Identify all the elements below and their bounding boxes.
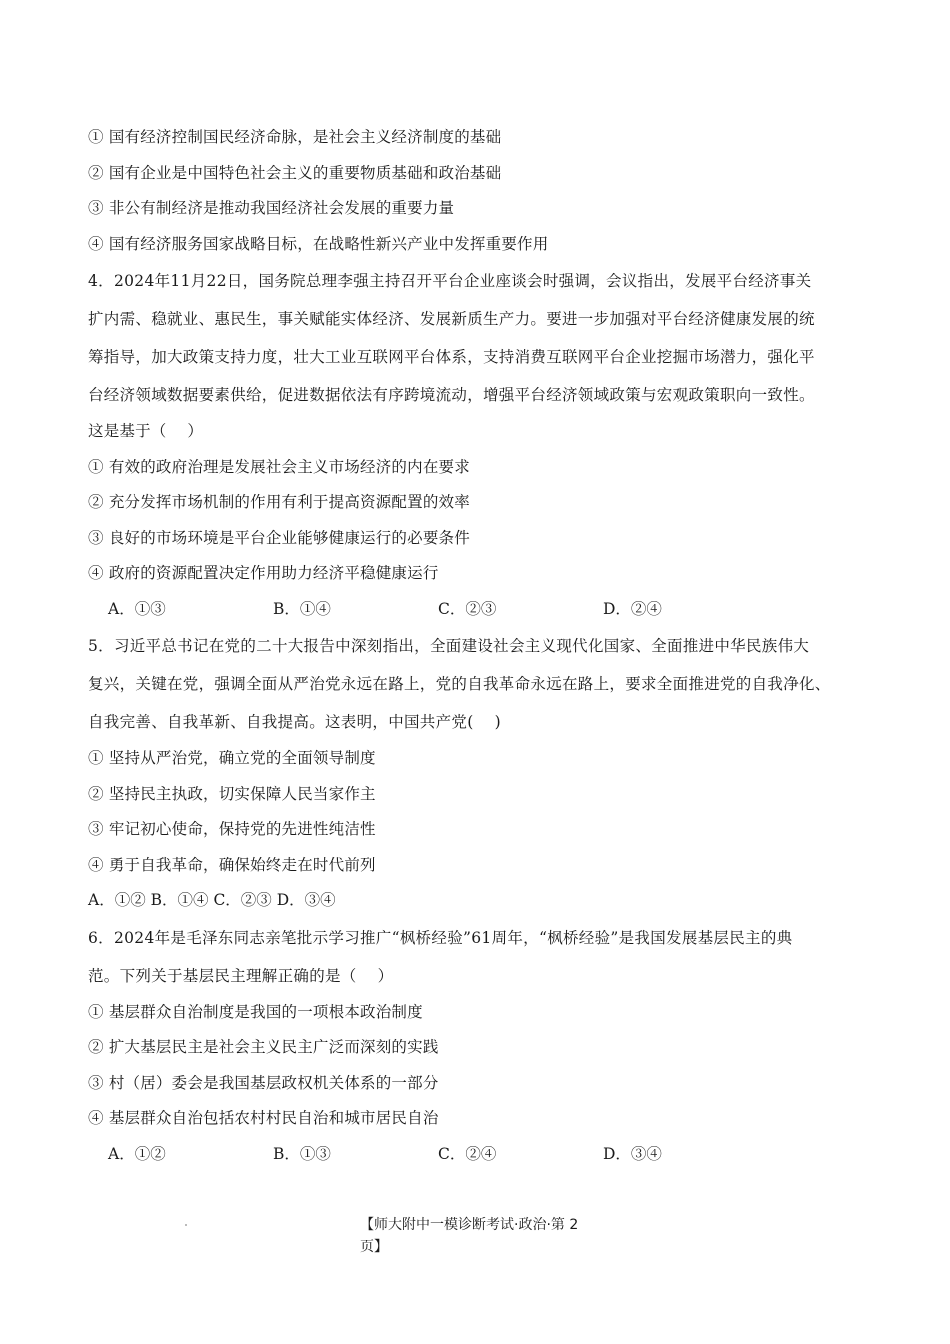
q4-option-c: C．②③ — [438, 599, 497, 618]
q5-stem — [88, 627, 878, 741]
q6-option-b: B．①③ — [273, 1144, 331, 1163]
q4-options — [88, 592, 878, 628]
q4-stem-line: 筹指导，加大政策支持力度，壮大工业互联网平台体系，支持消费互联网平台企业挖掘市场潜力，强化平 — [88, 348, 815, 366]
q5-options: A．①② B．①④ C．②③ D．③④ — [88, 891, 336, 909]
q3-item-4: ④ 国有经济服务国家战略目标，在战略性新兴产业中发挥重要作用 — [88, 234, 549, 253]
q6-item-2: ② 扩大基层民主是社会主义民主广泛而深刻的实践 — [88, 1038, 439, 1056]
question-5 — [88, 627, 878, 919]
exam-page — [88, 120, 878, 1172]
question-6 — [88, 919, 878, 1173]
q5-item-3: ③ 牢记初心使命，保持党的先进性纯洁性 — [88, 820, 376, 838]
q6-item-1: ① 基层群众自治制度是我国的一项根本政治制度 — [88, 1002, 423, 1021]
q4-item-2: ② 充分发挥市场机制的作用有利于提高资源配置的效率 — [88, 493, 470, 511]
q3-item-3: ③ 非公有制经济是推动我国经济社会发展的重要力量 — [88, 199, 455, 217]
q4-option-d: D．②④ — [603, 599, 662, 618]
q6-option-c: C．②④ — [438, 1144, 497, 1163]
q5-stem-line: 5．习近平总书记在党的二十大报告中深刻指出，全面建设社会主义现代化国家、全面推进中华民族伟大 — [88, 637, 810, 655]
q3-item-2: ② 国有企业是中国特色社会主义的重要物质基础和政治基础 — [88, 163, 502, 182]
q4-stem-line: 扩内需、稳就业、惠民生，事关赋能实体经济、发展新质生产力。要进一步加强对平台经济健康发展的统 — [88, 310, 815, 328]
q6-option-d: D．③④ — [603, 1144, 662, 1163]
q4-item-3: ③ 良好的市场环境是平台企业能够健康运行的必要条件 — [88, 528, 470, 547]
q6-option-a: A．①② — [108, 1144, 166, 1163]
page-footer — [360, 1214, 600, 1258]
q6-item-3: ③ 村（居）委会是我国基层政权机关体系的一部分 — [88, 1073, 439, 1092]
question-4 — [88, 262, 878, 627]
stray-dot-mark — [185, 1224, 187, 1226]
q6-stem-line: 范。下列关于基层民主理解正确的是（ ） — [88, 966, 394, 985]
footer-line: 【师大附中一模诊断考试·政治·第 2 — [360, 1217, 579, 1233]
q4-stem-line: 台经济领域数据要素供给，促进数据依法有序跨境流动，增强平台经济领域政策与宏观政策职向一致性。 — [88, 386, 815, 404]
q5-item-2: ② 坚持民主执政，切实保障人民当家作主 — [88, 784, 376, 803]
q4-item-4: ④ 政府的资源配置决定作用助力经济平稳健康运行 — [88, 564, 439, 582]
q4-stem-line: 4．2024年11月22日，国务院总理李强主持召开平台企业座谈会时强调，会议指出，发展平台经济事关 — [88, 272, 812, 290]
q3-items — [88, 120, 878, 262]
q4-stem — [88, 262, 878, 414]
q6-options — [88, 1137, 878, 1173]
q4-stem-line: 这是基于（ ） — [88, 422, 204, 440]
q6-item-4: ④ 基层群众自治包括农村村民自治和城市居民自治 — [88, 1109, 439, 1127]
q5-item-1: ① 坚持从严治党，确立党的全面领导制度 — [88, 749, 376, 767]
q6-stem-line: 6．2024年是毛泽东同志亲笔批示学习推广“枫桥经验”61周年，“枫桥经验”是我国发展基层民主的典 — [88, 928, 793, 947]
q5-item-4: ④ 勇于自我革命，确保始终走在时代前列 — [88, 855, 376, 874]
footer-line: 页】 — [360, 1239, 388, 1255]
q6-stem — [88, 919, 878, 995]
q5-stem-line: 复兴，关键在党，强调全面从严治党永远在路上，党的自我革命永远在路上，要求全面推进党的自我净化、 — [88, 675, 831, 693]
q3-item-1: ① 国有经济控制国民经济命脉，是社会主义经济制度的基础 — [88, 128, 502, 146]
q4-item-1: ① 有效的政府治理是发展社会主义市场经济的内在要求 — [88, 457, 470, 476]
q5-stem-line: 自我完善、自我革新、自我提高。这表明，中国共产党( ) — [88, 713, 501, 731]
q4-option-b: B．①④ — [273, 599, 331, 618]
q4-option-a: A．①③ — [108, 599, 166, 618]
